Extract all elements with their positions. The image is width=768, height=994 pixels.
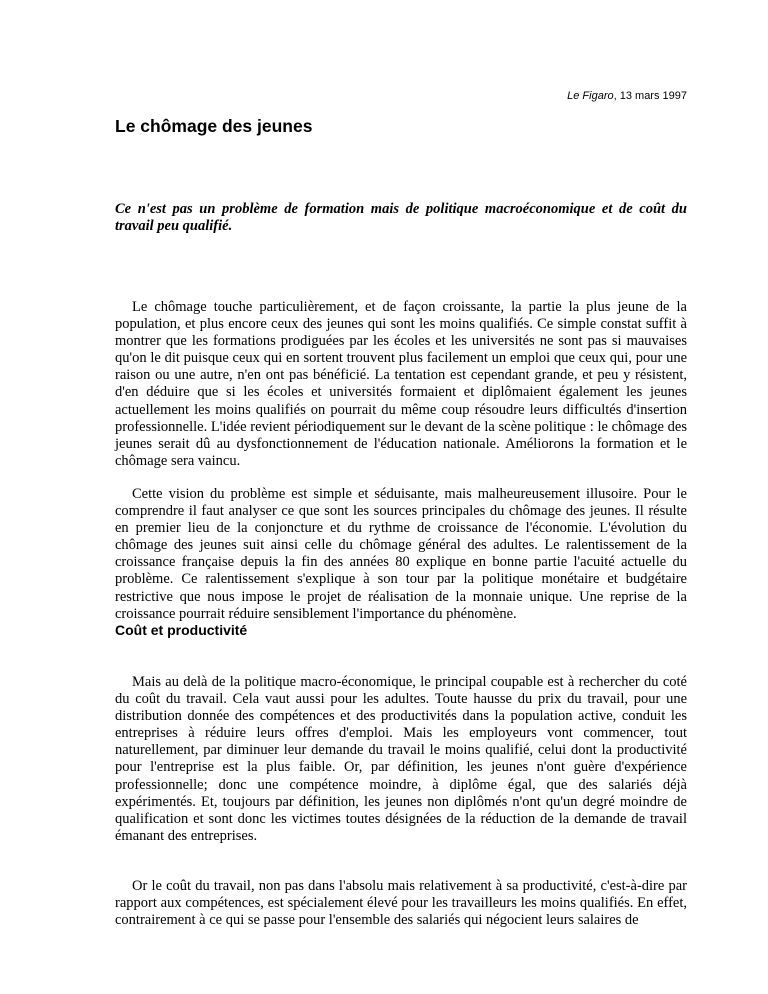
paragraph-2: Cette vision du problème est simple et séduisante, mais malheureusement illusoire. Pour le comprendre il faut analyser ce que sont les sources principales du chômage des jeunes. Il résulte en premier lieu de la conjoncture et du rythme de croissance de l'économie. L'évolution du chômage des jeunes suit ainsi celle du chômage général des adultes. Le ralentissement de la croissance française depuis la fin des années 80 explique en bonne partie l'acuité actuelle du problème. Ce ralentissement s'explique à son tour par la politique monétaire et budgétaire restrictive que nous impose le projet de réalisation de la monnaie unique. Une reprise de la croissance pourrait réduire sensiblement l'importance du phénomène. [115,486,687,622]
paragraph-4: Or le coût du travail, non pas dans l'absolu mais relativement à sa productivité, c'est-à-dire par rapport aux compétences, est spécialement élevé pour les travailleurs les moins qualifiés. En effet, contrairement à ce qui se passe pour l'ensemble des salariés qui négocient leurs salaires de [115,878,687,929]
publication-date: , 13 mars 1997 [613,90,687,102]
source-line [567,89,687,103]
paragraph-1: Le chômage touche particulièrement, et de façon croissante, la partie la plus jeune de la population, et plus encore ceux des jeunes qui sont les moins qualifiés. Ce simple constat suffit à montrer que les formations prodiguées par les écoles et les universités ne sont pas si mauvaises qu'on le dit puisque ceux qui en sortent trouvent plus facilement un emploi que ceux qui, pour une raison ou une autre, n'en ont pas bénéficié. La tentation est cependant grande, et peu y résistent, d'en déduire que si les écoles et universités formaient et diplômaient également les jeunes actuellement les moins qualifiés on pourrait du même coup résoudre leurs difficultés d'insertion professionnelle. L'idée revient périodiquement sur le devant de la scène politique : le chômage des jeunes serait dû au dysfonctionnement de l'éducation nationale. Améliorons la formation et le chômage sera vaincu. [115,299,687,469]
article-lead: Ce n'est pas un problème de formation mais de politique macroéconomique et de coût du travail peu qualifié. [115,201,687,234]
paragraph-3: Mais au delà de la politique macro-économique, le principal coupable est à rechercher du coté du coût du travail. Cela vaut aussi pour les adultes. Toute hausse du prix du travail, pour une distribution donnée des compétences et des productivités dans la population active, conduit les entreprises à réduire leurs offres d'emploi. Mais les employeurs vont commencer, tout naturellement, par diminuer leur demande du travail le moins qualifié, celui dont la productivité pour l'entreprise est la plus faible. Or, par définition, les jeunes n'ont guère d'expérience professionnelle; donc une compétence moindre, à diplôme égal, que des salariés déjà expérimentés. Et, toujours par définition, les jeunes non diplômés n'ont qu'un degré moindre de qualification et sont donc les victimes toutes désignées de la réduction de la demande de travail émanant des entreprises. [115,674,687,844]
section-heading: Coût et productivité [115,622,248,638]
article-title: Le chômage des jeunes [115,116,313,136]
publication-name: Le Figaro [567,90,614,102]
